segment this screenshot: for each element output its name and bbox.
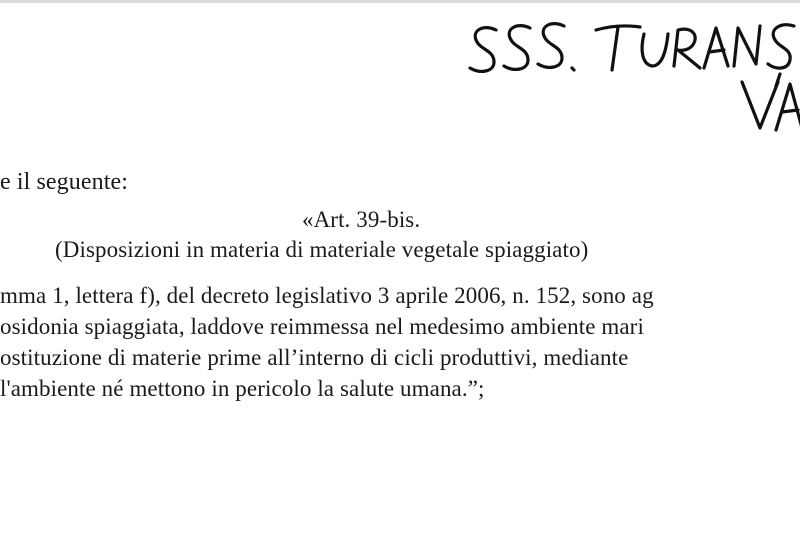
scan-top-edge [0, 0, 800, 3]
handwritten-signature-icon [460, 8, 800, 138]
article-subtitle: (Disposizioni in materia di materiale vegetale spiaggiato) [55, 237, 589, 262]
body-line: mma 1, lettera f), del decreto legislativo 3 aprile 2006, n. 152, sono ag [0, 283, 654, 308]
body-line: l'ambiente né mettono in pericolo la salute umana.”; [0, 376, 485, 401]
body-line: ostituzione di materie prime all’interno di cicli produttivi, mediante [0, 345, 629, 370]
body-line: osidonia spiaggiata, laddove reimmessa nel medesimo ambiente mari [0, 314, 644, 339]
handwritten-annotation [460, 8, 800, 138]
article-title: «Art. 39-bis. [302, 207, 421, 232]
intro-line: e il seguente: [0, 169, 129, 195]
